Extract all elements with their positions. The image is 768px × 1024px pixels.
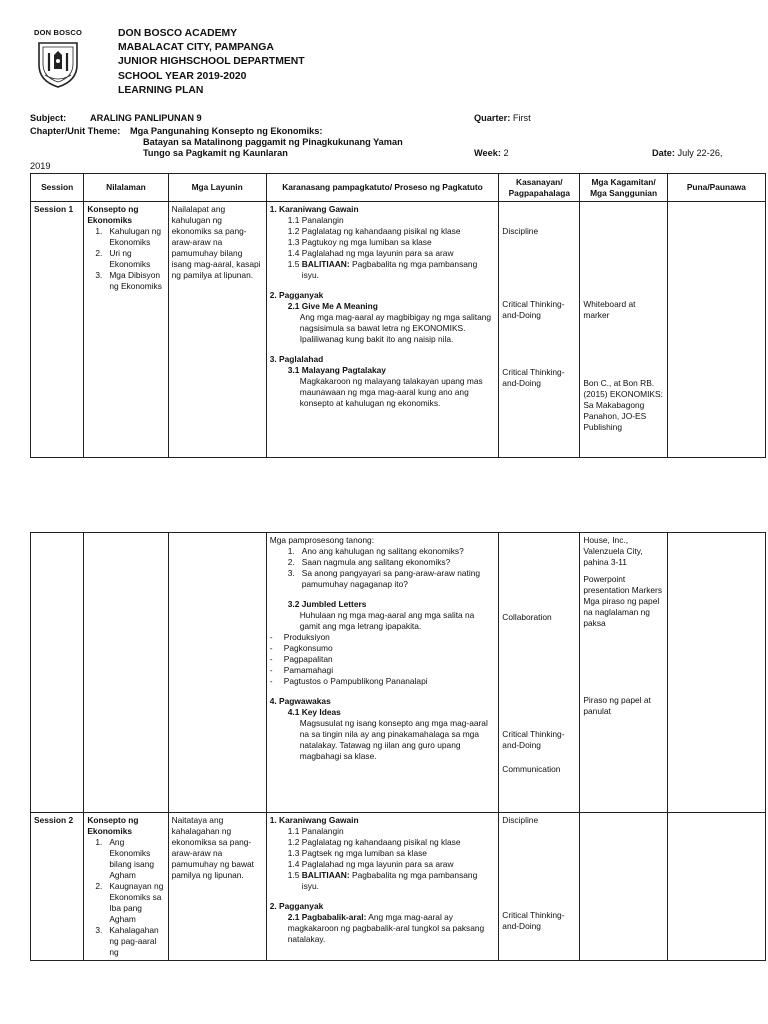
cont-procedure (266, 533, 499, 813)
list-item: - Produksiyon (269, 632, 330, 642)
list-item: 1. Ang Ekonomiks bilang isang Agham (95, 837, 155, 880)
header-session: Session (31, 174, 84, 202)
list-item: 1.1 Panalangin (287, 826, 344, 836)
session-2-skills (499, 813, 580, 961)
session-1-skills (499, 202, 580, 458)
school-logo (28, 28, 88, 90)
list-item: - Pagkonsumo (269, 643, 333, 653)
step-subtitle: 3.2 Jumbled Letters (287, 599, 367, 609)
table-row-session-1-continued (31, 533, 766, 813)
content-title: Konsepto ng Ekonomiks (87, 815, 139, 836)
list-item: 3. Sa anong pangyayari sa pang-araw-araw nating pamumuhay nagaganap ito? (287, 568, 481, 589)
table-row-session-1 (31, 202, 766, 458)
skill: Critical Thinking-and-Doing (502, 367, 565, 388)
step-title: 4. Pagwawakas (269, 696, 331, 706)
learning-plan-table-1 (30, 173, 766, 458)
header-karanasang: Karanasang pampagkatuto/ Proseso ng Pagkatuto (266, 174, 499, 202)
list-item: 1.2 Paglalatag ng kahandaang pisikal ng klase (287, 226, 461, 236)
step-title: 2. Pagganyak (269, 290, 324, 300)
session-1-procedure (266, 202, 499, 458)
material: House, Inc., Valenzuela City, pahina 3-11 (583, 535, 643, 567)
session-1-label: Session 1 (31, 202, 84, 458)
list-item: 1.3 Pagtukoy ng mga lumiban sa klase (287, 237, 432, 247)
cont-objective (168, 533, 266, 813)
quarter-field (474, 113, 531, 123)
step-title: 1. Karaniwang Gawain (269, 815, 359, 825)
content-title: Konsepto ng Ekonomiks (87, 204, 139, 225)
cont-session (31, 533, 84, 813)
quarter-label: Quarter: (474, 113, 511, 123)
learning-plan-table-2 (30, 532, 766, 961)
step-subtitle: 3.1 Malayang Pagtalakay (287, 365, 386, 375)
skill: Critical Thinking-and-Doing (502, 910, 565, 931)
date-year: 2019 (30, 161, 51, 171)
list-item: 1.4 Paglalahad ng mga layunin para sa araw (287, 859, 454, 869)
cont-content (84, 533, 168, 813)
logo-text: DON BOSCO (33, 28, 83, 37)
session-1-materials (580, 202, 667, 458)
school-year: SCHOOL YEAR 2019-2020 (118, 70, 247, 82)
session-1-objective: Nailalapat ang kahulugan ng ekonomiks sa pang-araw-araw na pamumuhay bilang isang mag-aaral, kasapi ng pamilya at lipunan. (168, 202, 266, 458)
skill: Collaboration (502, 612, 552, 622)
session-2-procedure (266, 813, 499, 961)
questions-title: Mga pamprosesong tanong: (269, 535, 375, 545)
step-title: 3. Paglalahad (269, 354, 324, 364)
skill: Critical Thinking-and-Doing (502, 299, 565, 320)
document-title: LEARNING PLAN (118, 84, 204, 96)
list-item: 2. Saan nagmula ang salitang ekonomiks? (287, 557, 451, 567)
list-item: 1.5 BALITIAAN: Pagbabalita ng mga pambansang isyu. (287, 259, 478, 280)
step-text: Magkakaroon ng malayang talakayan upang mas maunawaan ng mga mag-aaral kung ano ang konsepto at kahulugan ng ekonomiks. (299, 376, 483, 408)
skill: Communication (502, 764, 561, 774)
week-value: 2 (503, 148, 509, 158)
school-crest-icon (35, 37, 81, 89)
week-label: Week: (474, 148, 501, 158)
quarter-value: First (512, 113, 531, 123)
material: Bon C., at Bon RB. (2015) EKONOMIKS: Sa Makabagong Panahon, JO-ES Publishing (583, 378, 663, 432)
session-2-materials (580, 813, 667, 961)
school-name: DON BOSCO ACADEMY (118, 28, 238, 39)
cont-remarks (667, 533, 765, 813)
list-item: 3. Kahalagahan ng pag-aaral ng (95, 925, 159, 957)
week-field (474, 148, 509, 158)
list-item: 1.5 BALITIAAN: Pagbabalita ng mga pambansang isyu. (287, 870, 478, 891)
skill: Critical Thinking-and-Doing (502, 729, 565, 750)
list-item: - Pagpapalitan (269, 654, 333, 664)
step-text: Huhulaan ng mga mag-aaral ang mga salita na gamit ang mga letrang ipapakita. (299, 610, 475, 631)
list-item: 1. Ano ang kahulugan ng salitang ekonomiks? (287, 546, 464, 556)
list-item: 2. Uri ng Ekonomiks (95, 248, 151, 269)
list-item: 2. Kaugnayan ng Ekonomiks sa Iba pang Agham (95, 881, 164, 924)
session-1-remarks (667, 202, 765, 458)
subject-value: ARALING PANLIPUNAN 9 (90, 113, 202, 123)
cont-materials (580, 533, 667, 813)
date-field (652, 148, 723, 158)
skill: Discipline (502, 815, 539, 825)
material: Whiteboard at marker (583, 299, 636, 320)
header-kagamitan: Mga Kagamitan/ Mga Sanggunian (580, 174, 667, 202)
step-title: 2. Pagganyak (269, 901, 324, 911)
cont-skills (499, 533, 580, 813)
step-text: Ang mga mag-aaral ay magbibigay ng mga salitang nagsisimula sa bawat letra ng EKONOMIKS. Ipaliliwanag kung bakit ito ang naisip nila. (299, 312, 492, 344)
date-value: July 22-26, (677, 148, 723, 158)
step-subtitle: 2.1 Give Me A Meaning (287, 301, 378, 311)
header-layunin: Mga Layunin (168, 174, 266, 202)
session-1-content (84, 202, 168, 458)
list-item: 3. Mga Dibisyon ng Ekonomiks (95, 270, 162, 291)
theme-line-1: Mga Pangunahing Konsepto ng Ekonomiks: (130, 126, 323, 136)
header-kasanayan: Kasanayan/ Pagpapahalaga (499, 174, 580, 202)
material: Piraso ng papel at panulat (583, 695, 651, 716)
list-item: 1.1 Panalangin (287, 215, 344, 225)
session-2-objective: Naitataya ang kahalagahan ng ekonomiksa sa pang-araw-araw na pamumuhay ng bawat pamilya ng lipunan. (168, 813, 266, 961)
step-text: Magsusulat ng isang konsepto ang mga mag-aaral na sa tingin nila ay ang pinakamahalaga sa mga natalakay. Tatawag ng iilan ang guro upang magbahagi sa klase. (299, 718, 488, 761)
date-label: Date: (652, 148, 675, 158)
step-subtitle: 4.1 Key Ideas (287, 707, 341, 717)
school-location: MABALACAT CITY, PAMPANGA (118, 42, 274, 54)
skill: Discipline (502, 226, 539, 236)
subject-label: Subject: (30, 113, 67, 123)
list-item: 1.4 Paglalahad ng mga layunin para sa araw (287, 248, 454, 258)
theme-line-2: Batayan sa Matalinong paggamit ng Pinagkukunang Yaman (143, 137, 403, 147)
session-2-content (84, 813, 168, 961)
theme-label: Chapter/Unit Theme: (30, 126, 121, 136)
theme-line-3: Tungo sa Pagkamit ng Kaunlaran (143, 148, 288, 158)
table-row-session-2 (31, 813, 766, 961)
table-header-row (31, 174, 766, 202)
list-item: 1. Kahulugan ng Ekonomiks (95, 226, 162, 247)
session-2-remarks (667, 813, 765, 961)
department: JUNIOR HIGHSCHOOL DEPARTMENT (118, 56, 305, 68)
school-heading (118, 27, 305, 98)
step-title: 1. Karaniwang Gawain (269, 204, 359, 214)
list-item: 1.2 Paglalatag ng kahandaang pisikal ng klase (287, 837, 461, 847)
header-puna: Puna/Paunawa (667, 174, 765, 202)
session-2-label: Session 2 (31, 813, 84, 961)
material: Powerpoint presentation Markers Mga piraso ng papel na naglalaman ng paksa (583, 574, 663, 628)
step-text: 2.1 Pagbabalik-aral: Ang mga mag-aaral ay magkakaroon ng pagbabalik-aral tungkol sa paksang natalakay. (287, 912, 485, 944)
header-nilalaman: Nilalaman (84, 174, 168, 202)
list-item: - Pagtustos o Pampublikong Pananalapi (269, 676, 428, 686)
list-item: - Pamamahagi (269, 665, 334, 675)
list-item: 1.3 Pagtsek ng mga lumiban sa klase (287, 848, 427, 858)
